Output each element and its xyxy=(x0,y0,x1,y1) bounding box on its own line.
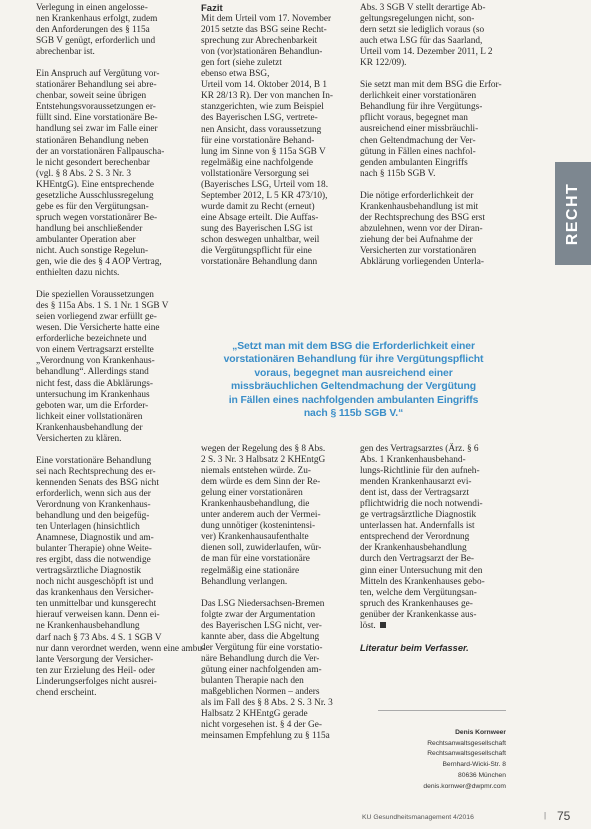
text-line: gen fort (siehe zuletzt xyxy=(201,58,282,69)
text-line: Sie setzt man mit dem BSG die Erfor- xyxy=(360,80,502,91)
text-line: für eine vorstationäre Behand- xyxy=(201,135,315,146)
text-line: 80636 München xyxy=(458,771,506,779)
text-line: lungs-Richtlinie für den aufneh- xyxy=(360,466,480,477)
text-line: stationären Behandlung neben xyxy=(36,135,149,146)
text-line: der an vorstationären Fallpauscha- xyxy=(36,146,165,157)
text-line: lichkeit einer vollstationären xyxy=(36,411,143,422)
text-line: geboten war, um die Erforder- xyxy=(36,400,149,411)
text-line: ambulanter Operation aber xyxy=(36,234,136,245)
text-line: handlung sei zwar im Falle einer xyxy=(36,124,158,135)
text-line: (Bayerisches LSG, Urteil vom 18. xyxy=(201,179,329,190)
text-line: 2015 setzte das BSG seine Recht- xyxy=(201,25,327,36)
text-line: Ein Anspruch auf Vergütung vor- xyxy=(36,69,160,80)
text-line: nen Krankenhaus erfolgt, zudem xyxy=(36,14,158,25)
text-line: erforderliche bezeichnete und xyxy=(36,334,147,345)
text-line: Die speziellen Voraussetzungen xyxy=(36,290,154,301)
text-line: Abs. 3 SGB V stellt derartige Ab- xyxy=(360,3,486,13)
text-line: meinsamen Empfehlung zu § 115a xyxy=(201,731,330,742)
text-line: gelung einer vorstationären xyxy=(201,488,303,499)
text-line: stanzgerichten, wie zum Beispiel xyxy=(201,102,324,113)
text-line: in Fällen eines nachfolgenden ambulanten Eingriffs xyxy=(228,394,479,406)
text-line: unterlassen hat. Andernfalls ist xyxy=(360,521,475,532)
column-5 xyxy=(360,444,506,665)
text-line: ten zur Erzielung des Heil- oder xyxy=(36,665,156,676)
text-line: handlung bei anschließender xyxy=(36,223,143,234)
text-line: denis.kornwer@dwpmr.com xyxy=(423,782,506,790)
text-line: Eine vorstationäre Behandlung xyxy=(36,455,152,466)
text-line: Entstehungsvoraussetzungen er- xyxy=(36,102,156,113)
text-line: folgte zwar der Argumentation xyxy=(201,609,316,620)
text-line: kennenden Senats des BSG nicht xyxy=(36,477,159,488)
text-line: von einem Vertragsarzt erstellte xyxy=(36,345,154,356)
text-line: dienen soll, zuwiderlaufen, wür- xyxy=(201,543,322,554)
text-line: gen, wie die des § 4 AOP Vertrag, xyxy=(36,257,162,268)
text-line: abrechenbar ist. xyxy=(36,47,95,58)
text-line: Rechtsanwaltsgesellschaft xyxy=(427,739,506,747)
column-2 xyxy=(201,3,345,279)
text-line: von (vor)stationären Behandlun- xyxy=(201,47,323,58)
text-line: des Bayerischen LSG, vertrete- xyxy=(201,113,318,124)
text-line: pflichtwidrig die noch notwendi- xyxy=(360,499,483,510)
text-line: durch den Vertragsarzt der Be- xyxy=(360,554,474,565)
text-line: Anamnese, Diagnostik und am- xyxy=(36,533,154,544)
text-line: nicht. Auch sonstige Regelun- xyxy=(36,245,149,256)
text-line: nicht fest, dass die Abklärungs- xyxy=(36,378,153,389)
text-line: ver) Krankenhausaufenthalte xyxy=(201,532,309,543)
text-line: menden Krankenhausarzt evi- xyxy=(360,477,472,488)
text-line: der Krankenhausbehandlung xyxy=(360,543,467,554)
text-line: stationärer Behandlung sei abre- xyxy=(36,80,157,91)
text-line: Verordnung von Krankenhaus- xyxy=(36,499,151,510)
col2-paragraph-1 xyxy=(201,14,345,268)
text-line: bulanten Therapie nach den xyxy=(201,675,304,686)
page-number: 75 xyxy=(557,809,571,823)
text-line: vertragsärztliche Diagnostik xyxy=(36,566,142,577)
text-line: nach § 115b SGB V. xyxy=(360,168,436,179)
text-line: dern setzt sie lediglich voraus (so xyxy=(360,25,485,36)
text-line: sung des Bayerischen LSG ist xyxy=(201,223,313,234)
text-line: entsprechend der Verordnung xyxy=(360,532,470,543)
text-line: lung im Sinne von § 115a SGB V xyxy=(201,146,326,157)
text-line: des Bayerischen LSG nicht, ver- xyxy=(201,620,322,631)
text-line: dung unnötiger (kostenintensi- xyxy=(201,521,316,532)
text-line: Mit dem Urteil vom 17. November xyxy=(201,14,332,25)
text-line: chen Geltendmachung der Ver- xyxy=(360,135,476,146)
text-line: dent ist, dass der Vertragsarzt xyxy=(360,488,470,499)
col4-paragraph-1 xyxy=(201,444,345,588)
text-line: abzulehnen, wenn vor der Diran- xyxy=(360,223,483,234)
section-tab xyxy=(555,162,591,265)
text-line: darf nach § 73 Abs. 4 S. 1 SGB V xyxy=(36,632,162,643)
text-line: der Rechtsprechung des BSG erst xyxy=(360,212,485,223)
text-line: Behandlung für ihre Vergütungs- xyxy=(360,102,483,113)
text-line: des § 115a Abs. 1 S. 1 Nr. 1 SGB V xyxy=(36,301,169,312)
text-line: vollstationäre Versorgung sei xyxy=(201,168,310,179)
col1-paragraph-2 xyxy=(36,69,181,279)
text-line: Mitteln des Krankenhauses gebo- xyxy=(360,576,485,587)
author-name: Denis Kornweer xyxy=(455,729,506,736)
text-line: lante Versorgung der Versicher- xyxy=(36,654,154,665)
text-line: genden ambulanten Eingriffs xyxy=(360,157,468,168)
text-line: sei nach Rechtsprechung des er- xyxy=(36,466,156,477)
text-line: Urteil vom 14. Dezember 2011, L 2 xyxy=(360,47,493,58)
text-line: Krankenhausbehandlung der xyxy=(36,422,143,433)
col1-paragraph-1 xyxy=(36,3,181,58)
text-line: enthielten dazu nichts. xyxy=(36,268,120,279)
text-line: Versicherten zur vorstationären xyxy=(360,245,477,256)
text-line: regelmäßig eine stationäre xyxy=(201,565,300,576)
text-line: ebenso etwa BSG, xyxy=(201,69,270,80)
text-line: gütung einer nachfolgenden am- xyxy=(201,664,322,675)
section-tab-label: RECHT xyxy=(564,182,581,245)
text-line: löst. xyxy=(360,621,506,632)
text-line: Das LSG Niedersachsen-Bremen xyxy=(201,598,325,609)
text-line: ten Unterlagen (hinsichtlich xyxy=(36,522,140,533)
text-line: chend erscheint. xyxy=(36,687,97,698)
text-line: näre Behandlung durch die Ver- xyxy=(201,653,320,664)
col4-paragraph-2 xyxy=(201,599,345,743)
col1-paragraph-4 xyxy=(36,455,206,699)
col3-paragraph-3 xyxy=(360,191,506,268)
text-line: regelmäßig eine nachfolgende xyxy=(201,157,314,168)
text-line: behandlung und den beigefüg- xyxy=(36,511,150,522)
text-line: KR 28/13 R). Der von manchen In- xyxy=(201,91,333,102)
text-line: geltungsregelungen nicht, son- xyxy=(360,14,475,25)
text-line: ziehung der bei Aufnahme der xyxy=(360,234,473,245)
text-line: noch nicht ausgeschöpft ist und xyxy=(36,577,154,588)
text-line: Krankenhausbehandlung ist mit xyxy=(360,201,479,212)
author-divider xyxy=(378,710,506,711)
text-line: gebe es für den Vergütungsan- xyxy=(36,201,149,212)
text-line: kannte aber, dass die Abgeltung xyxy=(201,631,320,642)
text-line: September 2012, L 5 KR 473/10), xyxy=(201,190,328,201)
text-line: Abs. 1 Krankenhausbehand- xyxy=(360,455,466,466)
text-line: wurde damit zu Recht (erneut) xyxy=(201,201,315,212)
text-line: erforderlich, wenn sich aus der xyxy=(36,488,151,499)
text-line: chenbar, soweit seine übrigen xyxy=(36,91,147,102)
text-line: Rechtsanwaltsgesellschaft xyxy=(427,750,506,758)
text-line: Bernhard-Wicki-Str. 8 xyxy=(442,761,506,769)
text-line: pflicht voraus, begegnet man xyxy=(360,113,468,124)
text-line: füllt sind. Eine vorstationäre Be- xyxy=(36,113,158,124)
text-line: Krankenhausbehandlung, die xyxy=(201,499,310,510)
text-line: Behandlung verlangen. xyxy=(201,576,288,587)
text-line: vorstationäre Behandlung dann xyxy=(201,257,318,268)
text-line: nach § 115b SGB V.“ xyxy=(303,408,404,420)
text-line: KR 122/09). xyxy=(360,58,407,69)
text-line: missbräuchlichen Geltendmachung der Vergütung xyxy=(231,381,476,393)
text-line: schon deswegen unhaltbar, weil xyxy=(201,234,320,245)
text-line: wesen. Die Versicherte hatte eine xyxy=(36,323,160,334)
text-line: nur dann verordnet werden, wenn eine ambu- xyxy=(36,643,206,654)
text-line: spruch wegen vorstationärer Be- xyxy=(36,212,158,223)
text-line: KHEntgG). Eine entsprechende xyxy=(36,179,154,190)
text-line: voraus, begegnet man ausreichend einer xyxy=(254,367,453,379)
text-line: le nicht gesondert berechenbar xyxy=(36,157,150,168)
text-line: 2 S. 3 Nr. 3 Halbsatz 2 KHEntgG xyxy=(201,455,326,466)
text-line: ausreichend einer missbräuchli- xyxy=(360,124,479,135)
text-line: ge vertragsärztliche Diagnostik xyxy=(360,510,477,521)
text-line: Versicherten zu klären. xyxy=(36,433,122,444)
text-line: Abklärung vorliegenden Unterla- xyxy=(360,256,484,267)
text-line: der Vergütung für eine vorstatio- xyxy=(201,642,323,653)
text-line: ten, welche dem Vergütungsan- xyxy=(360,587,477,598)
text-line: die Vergütungspflicht für eine xyxy=(201,246,312,257)
column-1 xyxy=(36,3,206,710)
end-mark xyxy=(380,622,386,628)
text-line: genüber der Krankenkasse aus- xyxy=(360,609,477,620)
text-line: gen des Vertragsarztes (Ärz. § 6 xyxy=(360,444,479,454)
text-line: bulanter Therapie) ohne Weite- xyxy=(36,544,152,555)
text-line: spruch des Krankenhauses ge- xyxy=(360,598,473,609)
text-line: den Anforderungen des § 115a xyxy=(36,25,150,36)
author-block xyxy=(423,728,506,792)
text-line: wegen der Regelung des § 8 Abs. xyxy=(201,444,326,454)
col3-paragraph-1 xyxy=(360,3,506,69)
text-line: gesetzliche Ausschlussregelung xyxy=(36,190,154,201)
text-line: eine Absage erteilt. Die Auffas- xyxy=(201,212,319,223)
text-line: gütung in Fällen eines nachfol- xyxy=(360,146,476,157)
text-line: SGB V genügt, erforderlich und xyxy=(36,36,156,47)
text-line: Halbsatz 2 KHEntgG gerade xyxy=(201,709,308,720)
text-line: „Setzt man mit dem BSG die Erforderlichkeit einer xyxy=(232,341,475,352)
text-line: untersuchung im Krankenhaus xyxy=(36,389,150,400)
text-line: seien vorliegend zwar erfüllt ge- xyxy=(36,312,157,323)
author-details xyxy=(423,739,506,793)
literature-note: Literatur beim Verfasser. xyxy=(360,642,469,653)
text-line: hierauf verweisen kann. Denn ei- xyxy=(36,610,160,621)
text-line: sprechung zur Abrechenbarkeit xyxy=(201,36,318,47)
text-line: unter anderem auch der Vermei- xyxy=(201,510,321,521)
col3-paragraph-2 xyxy=(360,80,506,179)
text-line: derlichkeit einer vorstationären xyxy=(360,91,477,102)
section-subhead: Fazit xyxy=(201,3,223,14)
text-line: ne Krankenhausbehandlung xyxy=(36,621,140,632)
text-line: Die nötige erforderlichkeit der xyxy=(360,190,474,201)
text-line: Linderungserfolges nicht ausrei- xyxy=(36,676,157,687)
text-line: (vgl. § 8 Abs. 2 S. 3 Nr. 3 xyxy=(36,168,132,179)
pull-quote xyxy=(201,340,506,420)
text-line: dem würde es dem Sinn der Re- xyxy=(201,477,321,488)
text-line: de man für eine vorstationäre xyxy=(201,554,310,565)
column-4 xyxy=(201,444,345,753)
text-line: ten unmittelbar und kunsgerecht xyxy=(36,599,157,610)
text-line: „Verordnung von Krankenhaus- xyxy=(36,356,155,367)
page-separator: | xyxy=(544,811,547,820)
text-line: ginn einer Untersuchung mit den xyxy=(360,565,483,576)
column-3 xyxy=(360,3,506,279)
text-line: als im Fall des § 8 Abs. 2 S. 3 Nr. 3 xyxy=(201,698,333,709)
text-line: res ergibt, dass die notwendige xyxy=(36,555,151,566)
text-line: auch etwa LSG für das Saarland, xyxy=(360,36,483,47)
text-line: vorstationären Behandlung für ihre Vergütungspflicht xyxy=(223,354,484,366)
text-line: nicht vorgesehen ist. § 4 der Ge- xyxy=(201,720,322,731)
text-line: das krankenhaus den Versicher- xyxy=(36,588,154,599)
col1-paragraph-3 xyxy=(36,290,181,445)
text-line: nen Ansicht, dass voraussetzung xyxy=(201,124,322,135)
text-line: Verlegung in einen angelosse- xyxy=(36,3,148,13)
footer-magazine: KU Gesundheitsmanagement 4/2016 xyxy=(362,814,474,821)
text-line: maßgeblichen Normen – anders xyxy=(201,686,320,697)
text-line: Urteil vom 14. Oktober 2014, B 1 xyxy=(201,80,328,91)
text-line: niemals entstehen würde. Zu- xyxy=(201,466,311,477)
col5-paragraph-1 xyxy=(360,444,506,632)
text-line: behandlung“. Allerdings stand xyxy=(36,367,149,378)
